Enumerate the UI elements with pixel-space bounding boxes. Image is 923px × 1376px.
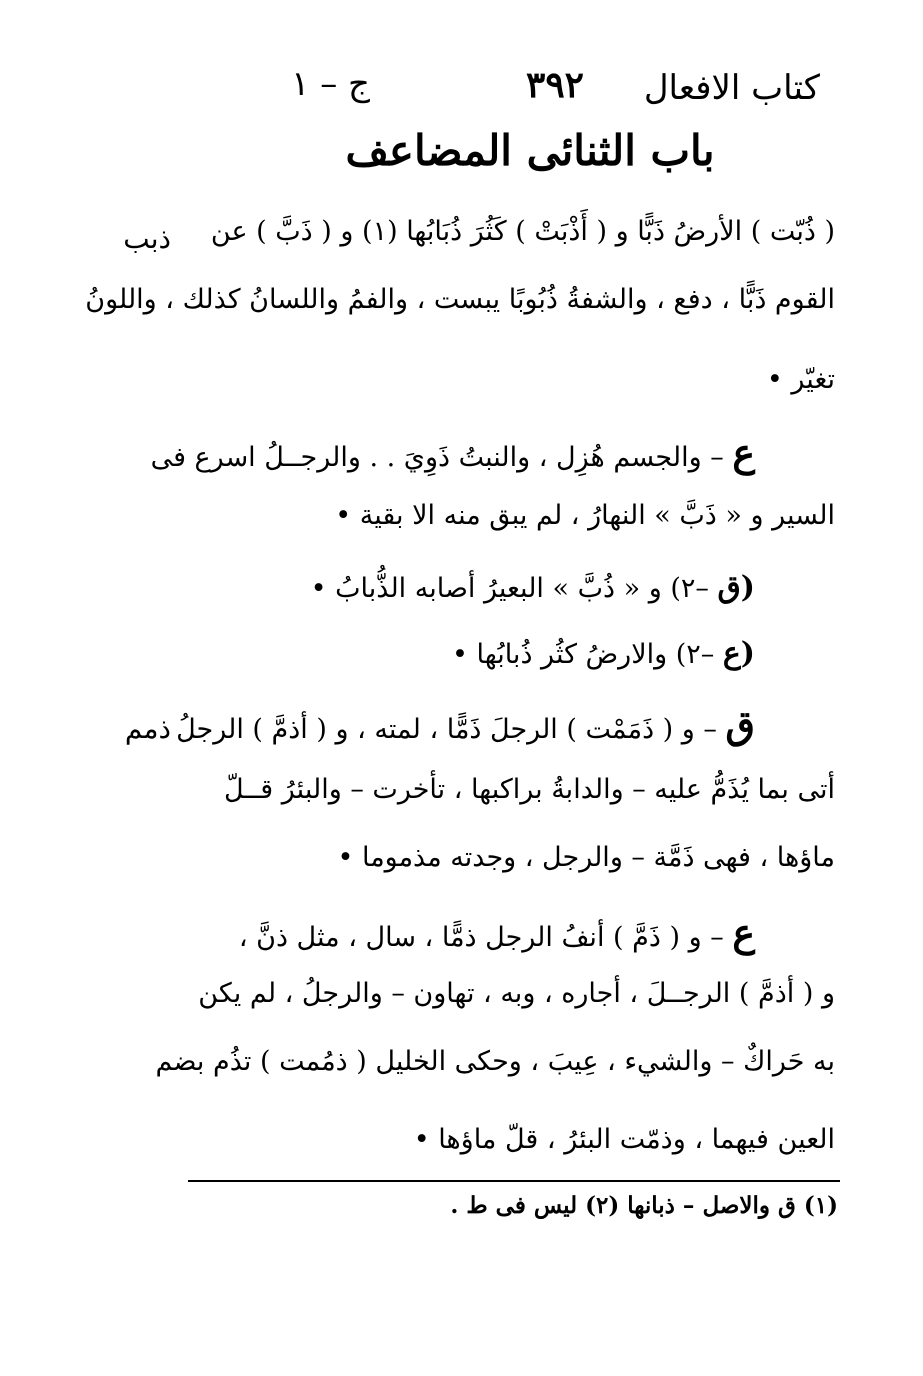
footnote: (١) ق والاصل – ذبانها (٢) ليس فى ط . — [450, 1192, 838, 1219]
source-siglum: (ق — [717, 570, 755, 605]
text-line-content: –٢) و « ذُبَّ » البعيرُ أصابه الذُّبابُ • — [310, 573, 709, 604]
text-line — [190, 636, 835, 671]
page-header — [200, 60, 840, 120]
footnote-divider — [188, 1180, 840, 1182]
volume-label: ج – ١ — [291, 64, 370, 104]
margin-root-word: ذبب — [123, 222, 171, 255]
running-title: كتاب الافعال — [643, 68, 820, 108]
text-line: ( ذُبّت ) الأرضُ ذَبًّا و ( أَذْبَتْ ) كَثُرَ ذُبَابُها (١) و ( ذَبَّ ) عن — [210, 216, 835, 247]
source-siglum: ع — [732, 430, 755, 475]
text-line — [190, 910, 835, 955]
text-line — [176, 702, 835, 747]
page-number: ٣٩٢ — [525, 64, 584, 106]
source-siglum: ق — [725, 702, 755, 747]
text-line — [150, 430, 835, 475]
text-line: ماؤها ، فهى ذَمَّة – والرجل ، وجدته مذموما • — [337, 842, 835, 873]
text-line: العين فيهما ، وذمّت البئرُ ، قلّ ماؤها • — [413, 1124, 835, 1155]
text-line-content: – والجسم هُزِل ، والنبتُ ذَوِيَ . . والرجــلُ اسرع فى — [150, 442, 724, 473]
text-line: به حَراكٌ – والشيء ، عِيبَ ، وحكى الخليل ( ذمُمت ) تذُم بضم — [155, 1046, 835, 1077]
text-line: السير و « ذَبَّ » النهارُ ، لم يبق منه الا بقية • — [335, 500, 835, 531]
text-line — [190, 570, 835, 605]
chapter-heading: باب الثنائى المضاعف — [345, 126, 715, 175]
text-line-content: – و ( ذَمَمْت ) الرجلَ ذَمًّا ، لمته ، و ( أذمَّ ) الرجلُ — [176, 714, 717, 745]
text-line: تغيّر • — [766, 364, 835, 395]
source-siglum: ع — [732, 910, 755, 955]
text-line-content: – و ( ذَمَّ ) أنفُ الرجل ذمًّا ، سال ، مثل ذنَّ ، — [238, 922, 724, 953]
source-siglum: (ع — [722, 636, 755, 671]
text-line: أتى بما يُذَمُّ عليه – والدابةُ براكبها ، تأخرت – والبئرُ قــلّ — [224, 774, 835, 805]
margin-root-word: ذمم — [124, 712, 171, 745]
text-line-content: –٢) والارضُ كثُر ذُبابُها • — [452, 639, 715, 670]
text-line: القوم ذَبًّا ، دفع ، والشفةُ ذُبُوبًا يبست ، والفمُ واللسانُ كذلك ، واللونُ — [85, 284, 835, 315]
text-line: و ( أذمَّ ) الرجــلَ ، أجاره ، وبه ، تهاون – والرجلُ ، لم يكن — [198, 978, 835, 1009]
